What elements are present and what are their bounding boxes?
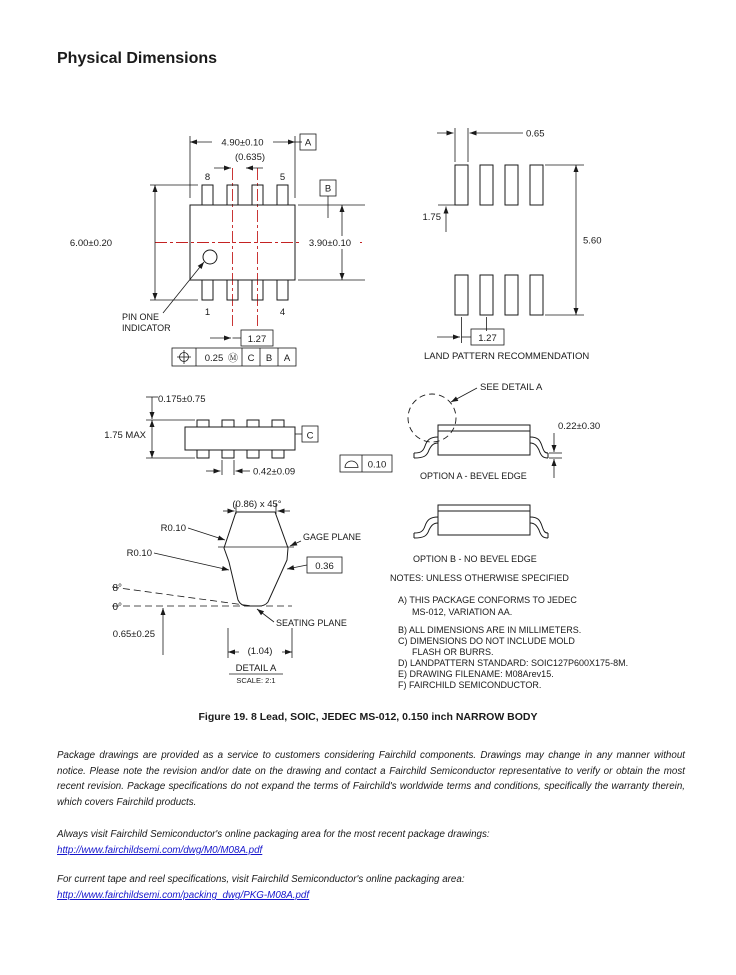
dim-pad-length: 1.75 [422,212,441,223]
note-line: E) DRAWING FILENAME: M08Arev15. [398,669,554,679]
dim-pad-width: 0.65 [526,128,545,140]
page-title: Physical Dimensions [57,50,218,67]
land-pad [480,275,493,315]
tape-reel-note: For current tape and reel specifications, visit Fairchild Semiconductor's online packaging area: [57,874,465,885]
note-line: MS-012, VARIATION AA. [412,607,513,617]
side-view [104,394,318,478]
surface-profile-icon [345,461,358,467]
dim-radius-upper: R0.10 [160,523,186,534]
package-drawings-link[interactable]: http://www.fairchildsemi.com/dwg/M0/M08A.pdf [57,845,263,856]
angle-max-label: 8° [112,583,122,594]
dim-foot-length: 0.65±0.25 [112,629,155,640]
package-dimension-drawing [0,110,736,710]
angle-reference-lines [112,587,292,606]
option-a-view [340,382,600,481]
drawing-notes [390,573,628,690]
tolerance-datum-c: C [247,353,255,364]
detail-a-title: DETAIL A [235,663,277,674]
top-view [70,134,365,366]
note-line: FLASH OR BURRS. [412,647,494,657]
dim-radius-lower: R0.10 [126,548,152,559]
pin-8-label: 8 [204,172,211,183]
land-pad [530,275,543,315]
land-pad [530,165,543,205]
pin-1-label: 1 [204,307,211,318]
detail-callout-circle [408,394,456,442]
dim-body-width: 3.90±0.10 [308,238,352,249]
land-pattern [423,128,602,362]
dim-chamfer: (0.86) x 45° [232,499,282,510]
option-b-view [413,505,548,564]
land-pattern-label: LAND PATTERN RECOMMENDATION [424,351,590,362]
pin [277,280,288,300]
angle-min-label: 0° [112,602,122,613]
pin-one-indicator-label-2: INDICATOR [122,323,171,333]
lead-cross-section [224,512,288,606]
pin [202,185,213,205]
datum-a-label: A [304,137,312,149]
datum-b-label: B [324,183,332,195]
option-a-label: OPTION A - BEVEL EDGE [420,471,527,481]
detail-a-view [112,499,361,685]
pin-4-label: 4 [279,307,286,318]
option-a-body [438,425,530,455]
note-line: C) DIMENSIONS DO NOT INCLUDE MOLD [398,636,575,646]
dim-land-span: 5.60 [583,235,602,247]
disclaimer-text: Package drawings are provided as a service to customers considering Fairchild components. Drawings may change in any manner without notice. Please note the revision and/or date on the drawing and contact a Fairchild Semiconductor representative to verify or obtain the most recent revision. Package specifications do not expand the terms of Fairchild's worldwide terms and conditions, specifically the warranty therein, which covers Fairchild products. [57,750,685,808]
option-b-label: OPTION B - NO BEVEL EDGE [413,554,537,564]
land-pad [480,165,493,205]
side-body [185,427,295,450]
pin [202,280,213,300]
flatness-value: 0.10 [367,459,387,471]
pin-5-label: 5 [279,172,286,183]
packaging-note: Always visit Fairchild Semiconductor's online packaging area for the most recent package drawings: [57,829,490,840]
tolerance-value: 0.25 [204,353,224,364]
see-detail-a-label: SEE DETAIL A [480,382,543,393]
detail-a-scale: SCALE: 2:1 [236,676,276,685]
dim-land-pitch: 1.27 [478,333,497,344]
pin-one-indicator-label-1: PIN ONE [122,312,160,322]
pin-one-indicator-dot [203,250,217,264]
land-pad [455,165,468,205]
seating-plane-label: SEATING PLANE [276,618,347,628]
note-line: B) ALL DIMENSIONS ARE IN MILLIMETERS. [398,625,582,635]
dim-body-length: 4.90±0.10 [221,137,264,149]
dim-max-height: 1.75 MAX [104,430,146,441]
dim-half-pitch: (0.635) [234,152,266,163]
dim-standoff: 0.175±0.75 [158,394,206,405]
dim-lead-width: 0.42±0.09 [253,466,296,478]
land-pad [505,165,518,205]
dim-lead-span: 6.00±0.20 [69,238,113,249]
land-pad [505,275,518,315]
option-b-body [438,505,530,535]
figure-caption: Figure 19. 8 Lead, SOIC, JEDEC MS-012, 0.150 inch NARROW BODY [198,711,538,723]
dim-lead-thickness: 0.22±0.30 [558,421,601,432]
note-line: A) THIS PACKAGE CONFORMS TO JEDEC [398,595,577,605]
note-line: F) FAIRCHILD SEMICONDUCTOR. [398,680,542,690]
pin [277,185,288,205]
land-pad [455,275,468,315]
mmc-modifier-icon: Ⓜ [228,353,238,365]
datum-c-label: C [306,430,314,442]
dim-pitch: 1.27 [247,334,267,345]
notes-header: NOTES: UNLESS OTHERWISE SPECIFIED [390,573,569,583]
dim-lead-ref: (1.04) [247,646,273,657]
gage-plane-label: GAGE PLANE [303,532,362,542]
note-line: D) LANDPATTERN STANDARD: SOIC127P600X175-8M. [398,658,629,668]
tolerance-datum-b: B [265,353,273,364]
dim-gage-offset: 0.36 [315,561,334,572]
tape-reel-link[interactable]: http://www.fairchildsemi.com/packing_dwg/PKG-M08A.pdf [57,890,310,901]
tolerance-datum-a: A [283,353,291,364]
